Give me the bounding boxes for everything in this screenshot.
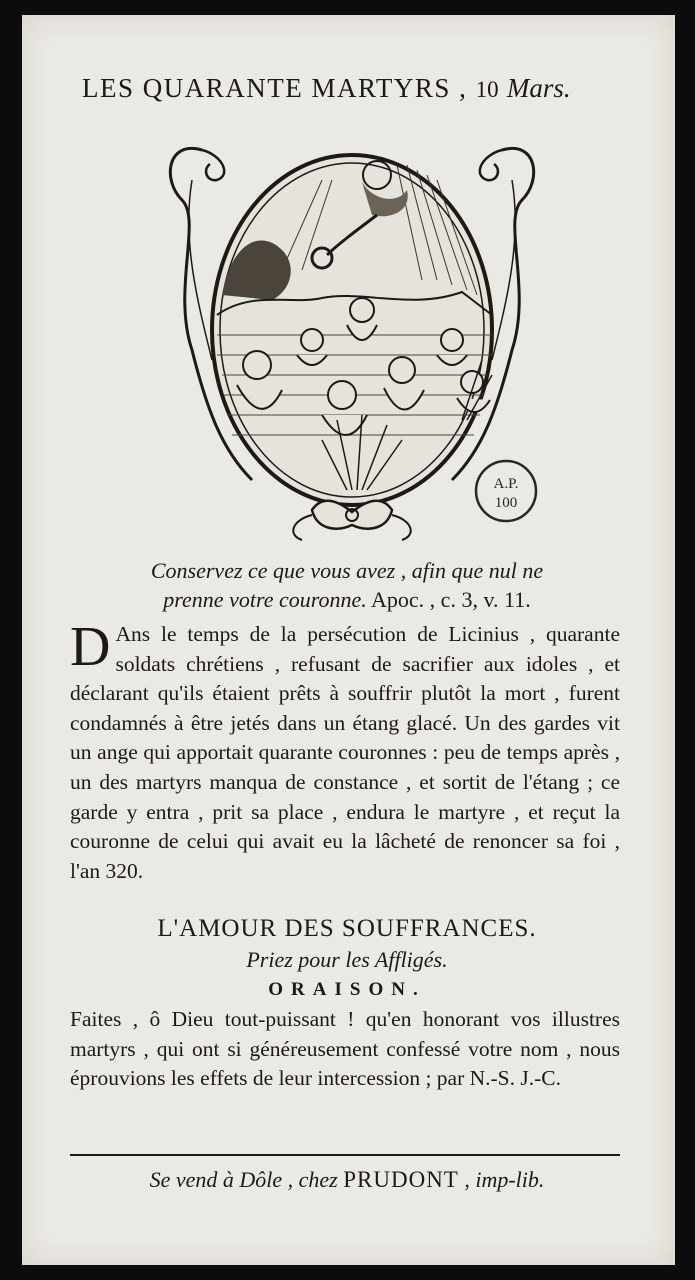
section-heading: L'AMOUR DES SOUFFRANCES. [157,915,537,942]
narrative-text: Ans le temps de la persécution de Licinius , quarante soldats chrétiens , refusant de sacrifier aux idoles , et déclarant qu'ils étaient prêts à souffrir plutôt la mort , furent condamnés à être jetés dans un étang glacé. Un des gardes vit un ange qui apportait quarante couronnes : peu de temps après , un des martyrs manqua de constance , et sortit de l'étang ; ce garde y entra , prit sa place , endura le martyre , et reçut la couronne de celui qui avait eu la lâcheté de renoncer sa foi , l'an 320. [70,622,620,883]
library-stamp [470,455,542,527]
epigraph-line-1: Conservez ce que vous avez , afin que nul ne [150,558,544,583]
printer-name: PRUDONT [343,1167,459,1192]
section-subheading: Priez pour les Affligés. [246,947,448,972]
feast-month: Mars. [506,73,571,103]
stamp-text-bottom: 100 [494,495,518,511]
epigraph-italic: prenne votre couronne. [163,587,367,612]
stamp-text-top: A.P. [493,476,519,492]
printer-imprint [77,1167,617,1193]
devotional-card [22,15,675,1265]
imprint-suffix: , imp-lib. [464,1167,545,1192]
footer-divider [70,1154,620,1156]
feast-day: 10 [475,77,499,102]
epigraph-reference: Apoc. , c. 3, v. 11. [366,587,531,612]
imprint-prefix: Se vend à Dôle , chez [149,1167,338,1192]
title-text: LES QUARANTE MARTYRS , [82,73,468,103]
prayer-text: Faites , ô Dieu tout-puissant ! qu'en honorant vos illustres martyrs , qui ont si généreusement confessé votre nom , nous éprouvions les effets de leur intercession ; par N.-S. J.-C. [70,1007,620,1091]
drop-cap: D [70,616,111,678]
martyrdom-narrative [70,616,620,886]
epigraph-line-2 [77,587,617,613]
prayer-title: ORAISON. [268,979,426,1000]
card-title [82,73,571,104]
